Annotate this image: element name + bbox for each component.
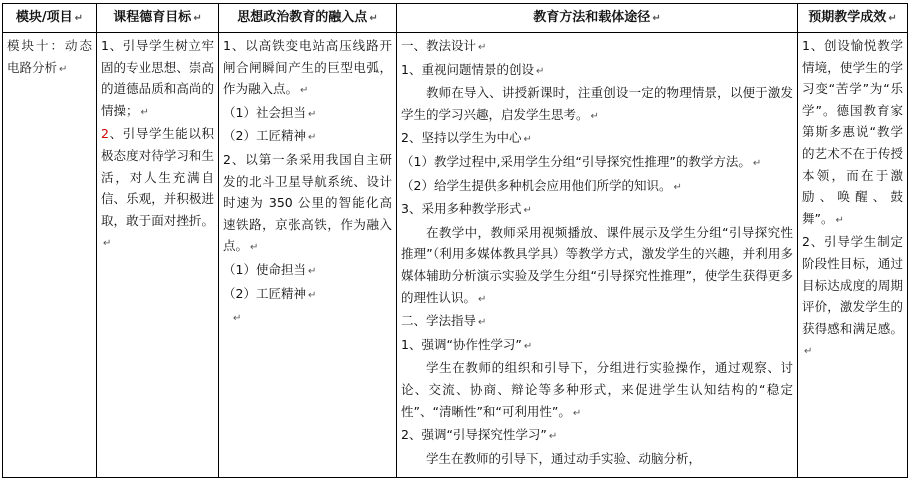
- methods-subheading-1: 1、重视问题情景的创设 ↵: [401, 61, 545, 77]
- ideology-point-1-b: （2）工匠精神 ↵: [223, 128, 317, 144]
- module-cell: 模块十：动态电路分析 ↵: [3, 33, 97, 478]
- course-plan-table: [2, 3, 908, 478]
- methods-text-1: 教师在导入、讲授新课时，注重创设一定的物理情景，以便于激发学生的学习兴趣，启发学生思考。 ↵: [401, 85, 793, 122]
- outcome-item-1: 1、创设愉悦教学情境，使学生的学习变“苦学”为“乐学”。德国教育家第斯多惠说“教学的艺术不在于传授本领，而在于激励、唤醒、鼓舞”。 ↵: [802, 38, 903, 226]
- methods-heading-1: 一、教法设计 ↵: [401, 38, 487, 53]
- table-header-row: [3, 4, 908, 33]
- methods-text-4: 在教学中，教师采用视频播放、课件展示及学生分组“引导探究性推理”（利用多媒体教具学具）等教学方式，激发学生的兴趣，并利用多媒体辅助分析演示实验及学生分组“引导探究性推理”，使学生获得更多的理性认识。 ↵: [401, 224, 793, 305]
- methods-subheading-4: 1、强调“协作性学习” ↵: [401, 336, 533, 352]
- methods-subheading-3: 3、采用多种教学形式 ↵: [401, 201, 532, 217]
- goal-item-2: 2、引导学生能以积极态度对待学习和生活，对人生充满自信、乐观，并积极进取，敢于面对挫折。↵: [101, 126, 214, 250]
- header-methods: 教育方法和载体途径 ↵: [397, 4, 798, 33]
- methods-subheading-2: 2、坚持以学生为中心 ↵: [401, 130, 532, 146]
- methods-heading-2: 二、学法指导 ↵: [401, 313, 487, 329]
- header-goal: 课程德育目标 ↵: [97, 4, 219, 33]
- table-body-row: [3, 33, 908, 478]
- empty-paragraph: ↵: [232, 313, 242, 325]
- methods-text-5: 学生在教师的组织和引导下，分组进行实验操作，通过观察、讨论、交流、协商、辩论等多种形式，来促进学生认知结构的“稳定性”、“清晰性”和“可利用性”。 ↵: [401, 360, 793, 419]
- header-ideology: 思想政治教育的融入点 ↵: [219, 4, 397, 33]
- methods-text-6: 学生在教师的引导下，通过动手实验、动脑分析，: [426, 450, 702, 466]
- ideology-point-2-b: （2）工匠精神 ↵: [223, 285, 317, 301]
- methods-text-3: （2）给学生提供多种机会应用他们所学的知识。 ↵: [401, 177, 682, 193]
- header-outcome: 预期教学成效 ↵: [798, 4, 908, 33]
- methods-text-2: （1）教学过程中,采用学生分组“引导探究性推理”的教学方法。 ↵: [401, 153, 762, 169]
- methods-subheading-5: 2、强调“引导探究性学习” ↵: [401, 427, 558, 443]
- outcome-item-2: 2、引导学生制定阶段性目标，通过目标达成度的周期评价，激发学生的获得感和满足感。↵: [802, 234, 903, 358]
- ideology-point-2: 2、以第一条采用我国自主研发的北斗卫星导航系统、设计时速为 350 公里的智能化高速铁路，京张高铁，作为融入点。 ↵: [223, 151, 392, 254]
- methods-cell: [397, 33, 798, 478]
- ideology-point-1: 1、以高铁变电站高压线路开闸合闸瞬间产生的巨型电弧，作为融入点。 ↵: [223, 38, 392, 97]
- module-name: 模块十：动态电路分析: [7, 38, 92, 75]
- ideology-point-1-a: （1）社会担当 ↵: [223, 104, 317, 120]
- goal-item-2-number: 2: [101, 126, 109, 142]
- goal-cell: [97, 33, 219, 478]
- ideology-point-2-a: （1）使命担当 ↵: [223, 261, 317, 277]
- goal-item-1: 1、引导学生树立牢固的专业思想、崇高的道德品质和高尚的情操； ↵: [101, 38, 214, 118]
- header-module: 模块/项目 ↵: [3, 4, 97, 33]
- outcome-cell: [798, 33, 908, 478]
- ideology-cell: [219, 33, 397, 478]
